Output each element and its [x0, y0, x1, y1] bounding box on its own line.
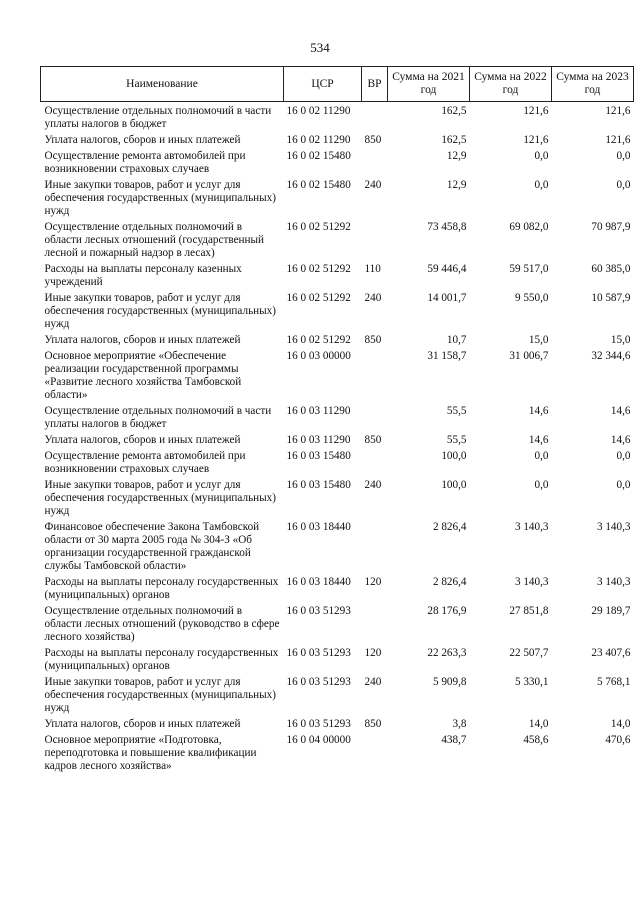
row-csr: 16 0 02 51292 — [286, 221, 351, 233]
table-row — [41, 147, 634, 176]
row-sum-2022: 3 140,3 — [514, 576, 549, 588]
row-name: Расходы на выплаты персоналу государственных (муниципальных) органов — [44, 647, 279, 672]
row-sum-2022: 9 550,0 — [514, 292, 549, 304]
row-name: Иные закупки товаров, работ и услуг для обеспечения государственных (муниципальных) нужд — [44, 292, 276, 330]
table-row — [41, 518, 634, 573]
row-sum-2023: 10 587,9 — [591, 292, 631, 304]
row-sum-2023: 121,6 — [605, 134, 631, 146]
row-name: Иные закупки товаров, работ и услуг для обеспечения государственных (муниципальных) нужд — [44, 479, 276, 517]
row-sum-2021: 31 158,7 — [427, 350, 467, 362]
row-name: Осуществление отдельных полномочий в области лесных отношений (руководство в сфере лесного хозяйства) — [44, 605, 280, 643]
row-vr — [362, 602, 388, 644]
row-sum-2023: 32 344,6 — [591, 350, 631, 362]
row-sum-2021: 2 826,4 — [432, 576, 467, 588]
row-sum-2021: 59 446,4 — [427, 263, 467, 275]
table-row — [41, 644, 634, 673]
row-vr: 850 — [364, 334, 382, 346]
table-body — [41, 102, 634, 774]
row-csr: 16 0 03 51293 — [286, 605, 351, 617]
row-vr: 850 — [364, 434, 382, 446]
row-csr: 16 0 02 51292 — [286, 263, 351, 275]
table-row — [41, 131, 634, 147]
row-sum-2023: 470,6 — [605, 734, 631, 746]
row-sum-2023: 0,0 — [616, 479, 631, 491]
row-sum-2021: 162,5 — [441, 105, 467, 117]
page-number: 534 — [310, 40, 330, 55]
row-name: Основное мероприятие «Подготовка, переподготовка и повышение квалификации кадров лесного хозяйства» — [44, 734, 257, 772]
header-vr: ВР — [362, 67, 388, 102]
table-row — [41, 347, 634, 402]
row-sum-2021: 100,0 — [441, 450, 467, 462]
table-row — [41, 260, 634, 289]
row-sum-2022: 3 140,3 — [514, 521, 549, 533]
row-sum-2022: 14,6 — [528, 434, 549, 446]
row-sum-2021: 22 263,3 — [427, 647, 467, 659]
row-name: Уплата налогов, сборов и иных платежей — [44, 334, 241, 346]
row-sum-2021: 5 909,8 — [432, 676, 467, 688]
row-name: Иные закупки товаров, работ и услуг для обеспечения государственных (муниципальных) нужд — [44, 676, 276, 714]
row-sum-2022: 5 330,1 — [514, 676, 549, 688]
row-name: Осуществление отдельных полномочий в части уплаты налогов в бюджет — [44, 405, 272, 430]
row-sum-2021: 100,0 — [441, 479, 467, 491]
row-sum-2023: 23 407,6 — [591, 647, 631, 659]
table-row — [41, 402, 634, 431]
table-header — [41, 67, 634, 102]
row-csr: 16 0 03 18440 — [286, 521, 351, 533]
row-vr — [362, 102, 388, 132]
table-row — [41, 602, 634, 644]
header-sum-2021: Сумма на 2021 год — [388, 67, 470, 102]
row-vr: 240 — [364, 479, 382, 491]
header-sum-2022: Сумма на 2022 год — [470, 67, 552, 102]
header-sum-2023: Сумма на 2023 год — [552, 67, 634, 102]
table-row — [41, 731, 634, 773]
row-vr: 850 — [364, 718, 382, 730]
row-name: Основное мероприятие «Обеспечение реализации государственной программы «Развитие лесного хозяйства Тамбовской области» — [44, 350, 242, 401]
row-name: Осуществление ремонта автомобилей при возникновении страховых случаев — [44, 150, 246, 175]
row-sum-2021: 438,7 — [441, 734, 467, 746]
header-name: Наименование — [41, 67, 284, 102]
row-sum-2021: 55,5 — [446, 405, 467, 417]
row-sum-2021: 12,9 — [446, 179, 467, 191]
row-sum-2023: 60 385,0 — [591, 263, 631, 275]
row-sum-2023: 14,6 — [610, 434, 631, 446]
row-sum-2021: 3,8 — [452, 718, 467, 730]
row-sum-2022: 31 006,7 — [509, 350, 549, 362]
row-sum-2021: 12,9 — [446, 150, 467, 162]
table-row — [41, 218, 634, 260]
row-vr: 120 — [364, 576, 382, 588]
row-sum-2023: 70 987,9 — [591, 221, 631, 233]
row-sum-2023: 29 189,7 — [591, 605, 631, 617]
row-sum-2023: 0,0 — [616, 179, 631, 191]
header-csr: ЦСР — [284, 67, 362, 102]
row-csr: 16 0 03 00000 — [286, 350, 351, 362]
row-csr: 16 0 02 15480 — [286, 150, 351, 162]
row-name: Расходы на выплаты персоналу государственных (муниципальных) органов — [44, 576, 279, 601]
row-name: Уплата налогов, сборов и иных платежей — [44, 134, 241, 146]
row-sum-2023: 121,6 — [605, 105, 631, 117]
row-vr — [362, 218, 388, 260]
row-csr: 16 0 02 11290 — [286, 105, 351, 117]
row-csr: 16 0 03 11290 — [286, 434, 351, 446]
row-sum-2021: 10,7 — [446, 334, 467, 346]
row-vr: 240 — [364, 292, 382, 304]
row-name: Расходы на выплаты персоналу казенных учреждений — [44, 263, 242, 288]
row-sum-2021: 162,5 — [441, 134, 467, 146]
row-vr: 120 — [364, 647, 382, 659]
row-sum-2022: 0,0 — [534, 179, 549, 191]
row-sum-2023: 5 768,1 — [596, 676, 631, 688]
row-csr: 16 0 02 51292 — [286, 334, 351, 346]
row-vr — [362, 447, 388, 476]
table-row — [41, 102, 634, 132]
row-name: Осуществление отдельных полномочий в области лесных отношений (государственный лесной и пожарный надзор в лесах) — [44, 221, 265, 259]
row-sum-2022: 14,6 — [528, 405, 549, 417]
row-sum-2023: 0,0 — [616, 150, 631, 162]
row-csr: 16 0 03 51293 — [286, 647, 351, 659]
row-sum-2022: 121,6 — [523, 105, 549, 117]
row-vr — [362, 347, 388, 402]
row-name: Иные закупки товаров, работ и услуг для обеспечения государственных (муниципальных) нужд — [44, 179, 276, 217]
row-name: Финансовое обеспечение Закона Тамбовской области от 30 марта 2005 года № 304-З «Об организации государственной гражданской службы Тамбовской области» — [44, 521, 260, 572]
table-row — [41, 431, 634, 447]
row-sum-2022: 458,6 — [523, 734, 549, 746]
table-row — [41, 673, 634, 715]
row-sum-2022: 0,0 — [534, 150, 549, 162]
row-sum-2023: 15,0 — [610, 334, 631, 346]
table-row — [41, 715, 634, 731]
row-csr: 16 0 03 51293 — [286, 718, 351, 730]
row-sum-2022: 27 851,8 — [509, 605, 549, 617]
row-sum-2021: 2 826,4 — [432, 521, 467, 533]
row-sum-2021: 28 176,9 — [427, 605, 467, 617]
row-sum-2023: 14,6 — [610, 405, 631, 417]
row-vr: 240 — [364, 179, 382, 191]
row-sum-2023: 0,0 — [616, 450, 631, 462]
row-name: Осуществление ремонта автомобилей при возникновении страховых случаев — [44, 450, 246, 475]
table-row — [41, 573, 634, 602]
row-csr: 16 0 02 51292 — [286, 292, 351, 304]
row-csr: 16 0 03 11290 — [286, 405, 351, 417]
row-sum-2022: 0,0 — [534, 450, 549, 462]
row-vr: 240 — [364, 676, 382, 688]
row-csr: 16 0 04 00000 — [286, 734, 351, 746]
row-sum-2023: 3 140,3 — [596, 576, 631, 588]
row-sum-2022: 14,0 — [528, 718, 549, 730]
row-sum-2023: 3 140,3 — [596, 521, 631, 533]
row-sum-2023: 14,0 — [610, 718, 631, 730]
row-csr: 16 0 03 15480 — [286, 479, 351, 491]
row-sum-2021: 73 458,8 — [427, 221, 467, 233]
budget-table-container — [40, 66, 633, 773]
row-vr — [362, 518, 388, 573]
row-vr — [362, 402, 388, 431]
row-vr: 850 — [364, 134, 382, 146]
row-vr — [362, 731, 388, 773]
table-row — [41, 476, 634, 518]
row-vr: 110 — [364, 263, 381, 275]
row-sum-2022: 0,0 — [534, 479, 549, 491]
table-row — [41, 331, 634, 347]
row-sum-2021: 55,5 — [446, 434, 467, 446]
row-sum-2022: 15,0 — [528, 334, 549, 346]
row-sum-2022: 59 517,0 — [509, 263, 549, 275]
row-csr: 16 0 03 15480 — [286, 450, 351, 462]
table-row — [41, 176, 634, 218]
row-csr: 16 0 02 11290 — [286, 134, 351, 146]
budget-table — [40, 66, 634, 773]
row-csr: 16 0 02 15480 — [286, 179, 351, 191]
row-sum-2022: 69 082,0 — [509, 221, 549, 233]
row-name: Осуществление отдельных полномочий в части уплаты налогов в бюджет — [44, 105, 272, 130]
row-sum-2022: 22 507,7 — [509, 647, 549, 659]
row-vr — [362, 147, 388, 176]
row-csr: 16 0 03 51293 — [286, 676, 351, 688]
row-sum-2021: 14 001,7 — [427, 292, 467, 304]
row-csr: 16 0 03 18440 — [286, 576, 351, 588]
table-row — [41, 289, 634, 331]
table-row — [41, 447, 634, 476]
row-name: Уплата налогов, сборов и иных платежей — [44, 434, 241, 446]
row-sum-2022: 121,6 — [523, 134, 549, 146]
row-name: Уплата налогов, сборов и иных платежей — [44, 718, 241, 730]
